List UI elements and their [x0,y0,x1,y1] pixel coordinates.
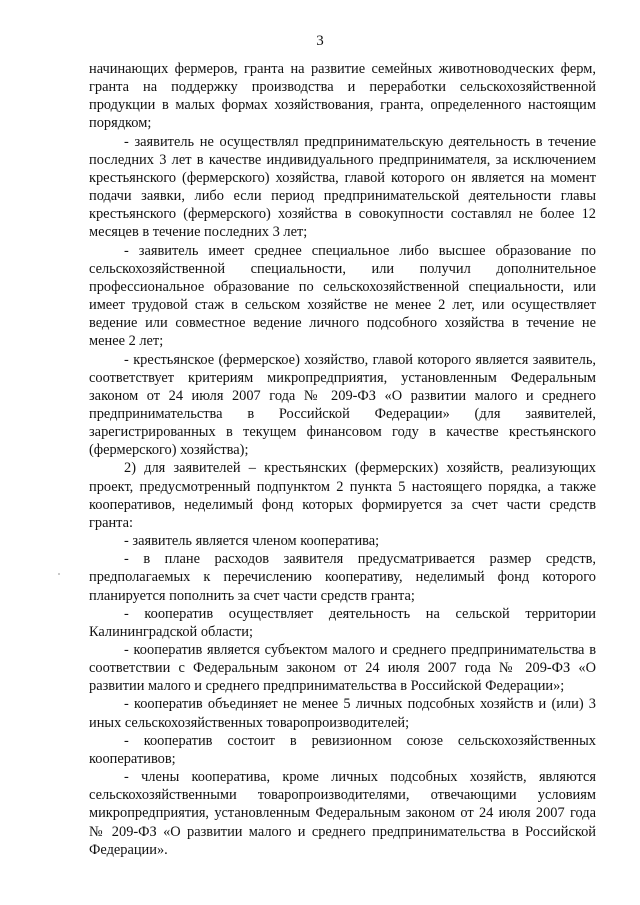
page-number: 3 [316,33,324,49]
paragraph-member-count: - кооператив объединяет не менее 5 личных подсобных хозяйств и (или) 3 иных сельскохозяйственных товаропроизводителей; [89,696,596,731]
paragraph-cooperative-applicants: 2) для заявителей – крестьянских (фермерских) хозяйств, реализующих проект, предусмотренный подпунктом 2 пункта 5 настоящего порядка, а также кооперативов, неделимый фонд которых формируется за счет части средств гранта: [89,460,596,531]
paragraph-microenterprise-criteria: - крестьянское (фермерское) хозяйство, главой которого является заявитель, соответствует критериям микропредприятия, установленным Федеральным законом от 24 июля 2007 года № 209-ФЗ «О развитии малого и среднего предпринимательства в Российской Федерации» (для заявителей, зарегистрированных в текущем финансовом году в качестве крестьянского (фермерского) хозяйства); [89,351,596,459]
paragraph-rural-territory: - кооператив осуществляет деятельность на сельской территории Калининградской области; [89,605,596,640]
paragraph-cooperative-member: - заявитель является членом кооператива; [124,533,380,550]
paragraph-education-requirement: - заявитель имеет среднее специальное либо высшее образование по сельскохозяйственной специальности, или получил дополнительное профессиональное образование по сельскохозяйственной специальности, или имеет трудовой стаж в сельском хозяйстве не менее 2 лет, или осуществляет ведение или совместное ведение личного подсобного хозяйства в течение не менее 2 лет; [89,242,596,350]
paragraph-no-prior-business: - заявитель не осуществлял предпринимательскую деятельность в течение последних 3 лет в качестве индивидуального предпринимателя, за исключением крестьянского (фермерского) хозяйства, главой которого он является на момент подачи заявки, либо если период предпринимательской деятельности главы крестьянского (фермерского) хозяйства в совокупности составлял не более 12 месяцев в течение последних 3 лет; [89,133,596,241]
document-body [89,60,596,859]
paragraph-continuation: начинающих фермеров, гранта на развитие семейных животноводческих ферм, гранта на поддержку производства и переработки сельскохозяйственной продукции в малых формах хозяйствования, гранта, определенного настоящим порядком; [89,61,596,132]
paragraph-members-producers: - члены кооператива, кроме личных подсобных хозяйств, являются сельскохозяйственными товаропроизводителями, отвечающими условиям микропредприятия, установленным Федеральным законом от 24 июля 2007 года № 209-ФЗ «О развитии малого и среднего предпринимательства в Российской Федерации». [89,769,596,858]
margin-mark [58,573,60,575]
paragraph-audit-union: - кооператив состоит в ревизионном союзе сельскохозяйственных кооперативов; [89,732,596,767]
paragraph-expense-plan: - в плане расходов заявителя предусматривается размер средств, предполагаемых к перечислению кооперативу, неделимый фонд которого планируется пополнить за счет части средств гранта; [89,551,596,604]
paragraph-sme-status: - кооператив является субъектом малого и среднего предпринимательства в соответствии с Федеральным законом от 24 июля 2007 года № 209-ФЗ «О развитии малого и среднего предпринимательства в Российской Федерации»; [89,642,596,695]
